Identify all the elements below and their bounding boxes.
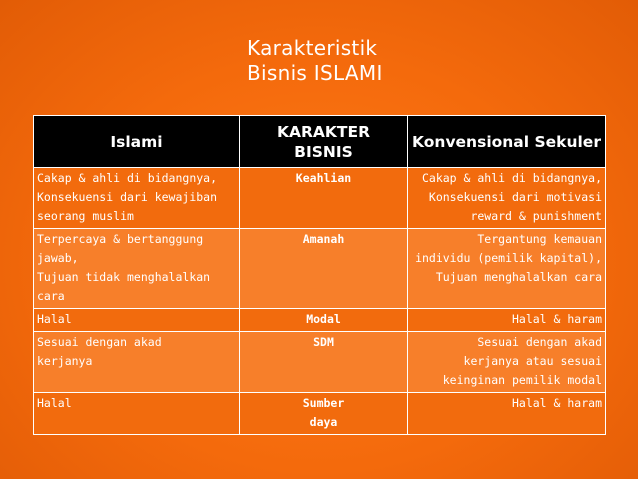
header-karakter-line-1: KARAKTER [276, 122, 371, 141]
cell-konvensional [408, 393, 606, 435]
cell-islami-line: Cakap & ahli di bidangnya, [37, 171, 218, 185]
cell-karakter-line: Amanah [302, 232, 345, 246]
cell-karakter-line: SDM [313, 335, 334, 349]
cell-islami-line: Konsekuensi dari kewajiban [37, 190, 218, 204]
cell-islami [34, 168, 240, 229]
slide-title-line-1: Karakteristik [247, 36, 378, 60]
slide-title [247, 36, 383, 86]
cell-islami-line: jawab, [37, 251, 79, 265]
table-row [34, 332, 606, 393]
header-karakter-line-2: BISNIS [294, 142, 353, 161]
cell-karakter-line: Modal [306, 312, 341, 326]
cell-konvensional-line: Tergantung kemauan [477, 232, 602, 246]
cell-islami-line: kerjanya [37, 354, 93, 368]
table-row [34, 229, 606, 309]
cell-islami-line: Tujuan tidak menghalalkan [37, 270, 211, 284]
cell-islami-line: cara [37, 289, 65, 303]
table-header-row [34, 116, 606, 168]
cell-konvensional-line: keinginan pemilik modal [442, 373, 602, 387]
cell-karakter [240, 332, 408, 393]
cell-islami-line: Terpercaya & bertanggung [37, 232, 204, 246]
cell-karakter [240, 309, 408, 332]
cell-islami [34, 229, 240, 309]
header-konvensional-sekuler: Konvensional Sekuler [408, 116, 606, 168]
cell-konvensional-line: kerjanya atau sesuai [463, 354, 602, 368]
cell-karakter-line: Keahlian [295, 171, 352, 185]
cell-konvensional-line: Halal & haram [511, 312, 602, 326]
cell-islami [34, 309, 240, 332]
cell-islami-line: seorang muslim [37, 209, 134, 223]
cell-karakter [240, 168, 408, 229]
cell-islami [34, 393, 240, 435]
cell-konvensional [408, 229, 606, 309]
cell-konvensional-line: Halal & haram [511, 396, 602, 410]
cell-islami-line: Sesuai dengan akad [37, 335, 162, 349]
cell-konvensional-line: individu (pemilik kapital), [415, 251, 602, 265]
cell-karakter-line: daya [309, 415, 338, 429]
cell-karakter [240, 393, 408, 435]
cell-islami [34, 332, 240, 393]
table-row [34, 309, 606, 332]
header-islami: Islami [34, 116, 240, 168]
table-body [34, 168, 606, 435]
cell-konvensional-line: Tujuan menghalalkan cara [435, 270, 602, 284]
cell-konvensional [408, 309, 606, 332]
slide-title-line-2: Bisnis ISLAMI [247, 61, 383, 85]
table-row [34, 393, 606, 435]
cell-islami-line: Halal [37, 312, 72, 326]
cell-karakter-line: Sumber [302, 396, 345, 410]
cell-islami-line: Halal [37, 396, 72, 410]
cell-konvensional-line: Sesuai dengan akad [477, 335, 602, 349]
cell-konvensional-line: reward & punishment [470, 209, 602, 223]
table-row [34, 168, 606, 229]
cell-konvensional [408, 332, 606, 393]
cell-karakter [240, 229, 408, 309]
comparison-table [33, 115, 606, 435]
cell-konvensional [408, 168, 606, 229]
cell-konvensional-line: Cakap & ahli di bidangnya, [421, 171, 602, 185]
cell-konvensional-line: Konsekuensi dari motivasi [428, 190, 602, 204]
header-karakter-bisnis [240, 116, 408, 168]
